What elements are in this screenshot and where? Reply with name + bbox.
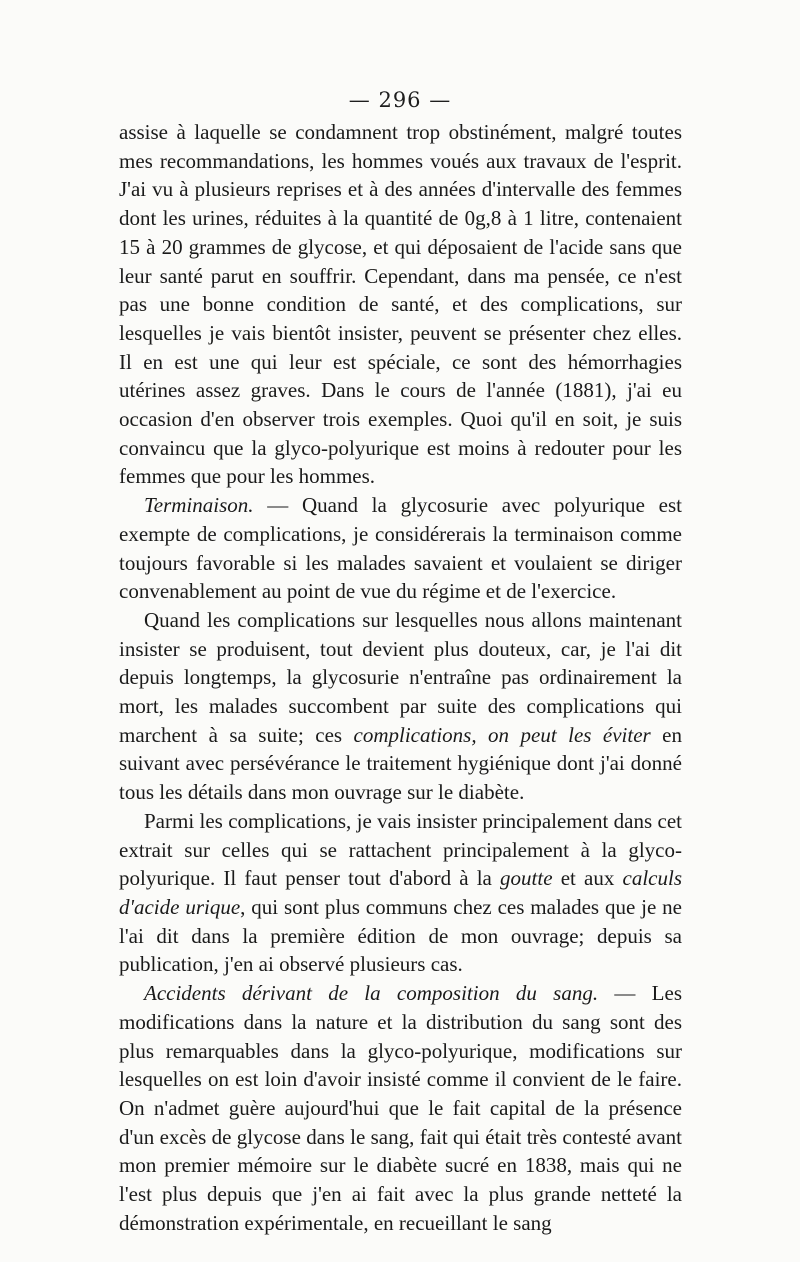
body-text xyxy=(119,118,682,1237)
paragraph-3-text-after: en suivant avec persévérance le traitement hygiénique dont j'ai donné tous les détails dans mon ouvrage sur le diabète. xyxy=(119,722,682,805)
paragraph-2-heading: Terminaison. xyxy=(144,493,254,518)
paragraph-5 xyxy=(119,979,682,1237)
page-number: — 296 — xyxy=(348,88,452,112)
paragraph-1: assise à laquelle se condamnent trop obstinément, malgré toutes mes recommandations, les hommes voués aux travaux de l'esprit. J'ai vu à plusieurs reprises et à des années d'intervalle des femmes dont les urines, réduites à la quantité de 0g,8 à 1 litre, contenaient 15 à 20 grammes de glycose, et qui déposaient de l'acide sans que leur santé parut en souffrir. Cependant, dans ma pensée, ce n'est pas une bonne condition de santé, et des complications, sur lesquelles je vais bientôt insister, peuvent se présenter chez elles. Il en est une qui leur est spéciale, ce sont des hémorrhagies utérines assez graves. Dans le cours de l'année (1881), j'ai eu occasion d'en observer trois exemples. Quoi qu'il en soit, je suis convaincu que la glyco-polyurique est moins à redouter pour les femmes que pour les hommes. xyxy=(119,120,682,489)
paragraph-5-text: — Les modifications dans la nature et la distribution du sang sont des plus remarquables dans la glyco-polyurique, modifications sur lesquelles on est loin d'avoir insisté comme il convient de le faire. On n'admet guère aujourd'hui que le fait capital de la présence d'un excès de glycose dans le sang, fait qui était très contesté avant mon premier mémoire sur le diabète sucré en 1838, mais qui ne l'est plus depuis que j'en ai fait avec la plus grande netteté la démonstration expérimentale, en recueillant le sang xyxy=(119,981,682,1235)
paragraph-3-emphasis: complications, on peut les éviter xyxy=(353,722,651,747)
paragraph-4-text-before: Parmi les complications, je vais insister principalement dans cet extrait sur celles qui se rattachent principalement à la glyco-polyurique. Il faut penser tout d'abord à la xyxy=(119,808,682,891)
paragraph-2 xyxy=(119,491,682,606)
paragraph-4 xyxy=(119,807,682,979)
paragraph-2-text: — Quand la glycosurie avec polyurique est exempte de complications, je considérerais la terminaison comme toujours favorable si les malades savaient et voulaient se diriger convenablement au point de vue du régime et de l'exercice. xyxy=(119,493,682,604)
paragraph-4-emphasis-calculs: calculs d'acide urique xyxy=(119,866,682,919)
paragraph-4-text-after: , qui sont plus communs chez ces malades que je ne l'ai dit dans la première édition de mon ouvrage; depuis sa publication, j'en ai observé plusieurs cas. xyxy=(119,894,683,977)
paragraph-5-heading: Accidents dérivant de la composition du sang. xyxy=(144,981,599,1006)
paragraph-3 xyxy=(119,606,682,807)
paragraph-4-text-middle: et aux xyxy=(552,866,623,891)
paragraph-4-emphasis-goutte: goutte xyxy=(500,866,553,891)
paragraph-3-text-before: Quand les complications sur lesquelles nous allons maintenant insister se produisent, tout devient plus douteux, car, je l'ai dit depuis longtemps, la glycosurie n'entraîne pas ordinairement la mort, les malades succombent par suite des complications qui marchent à sa suite; ces xyxy=(119,607,682,747)
